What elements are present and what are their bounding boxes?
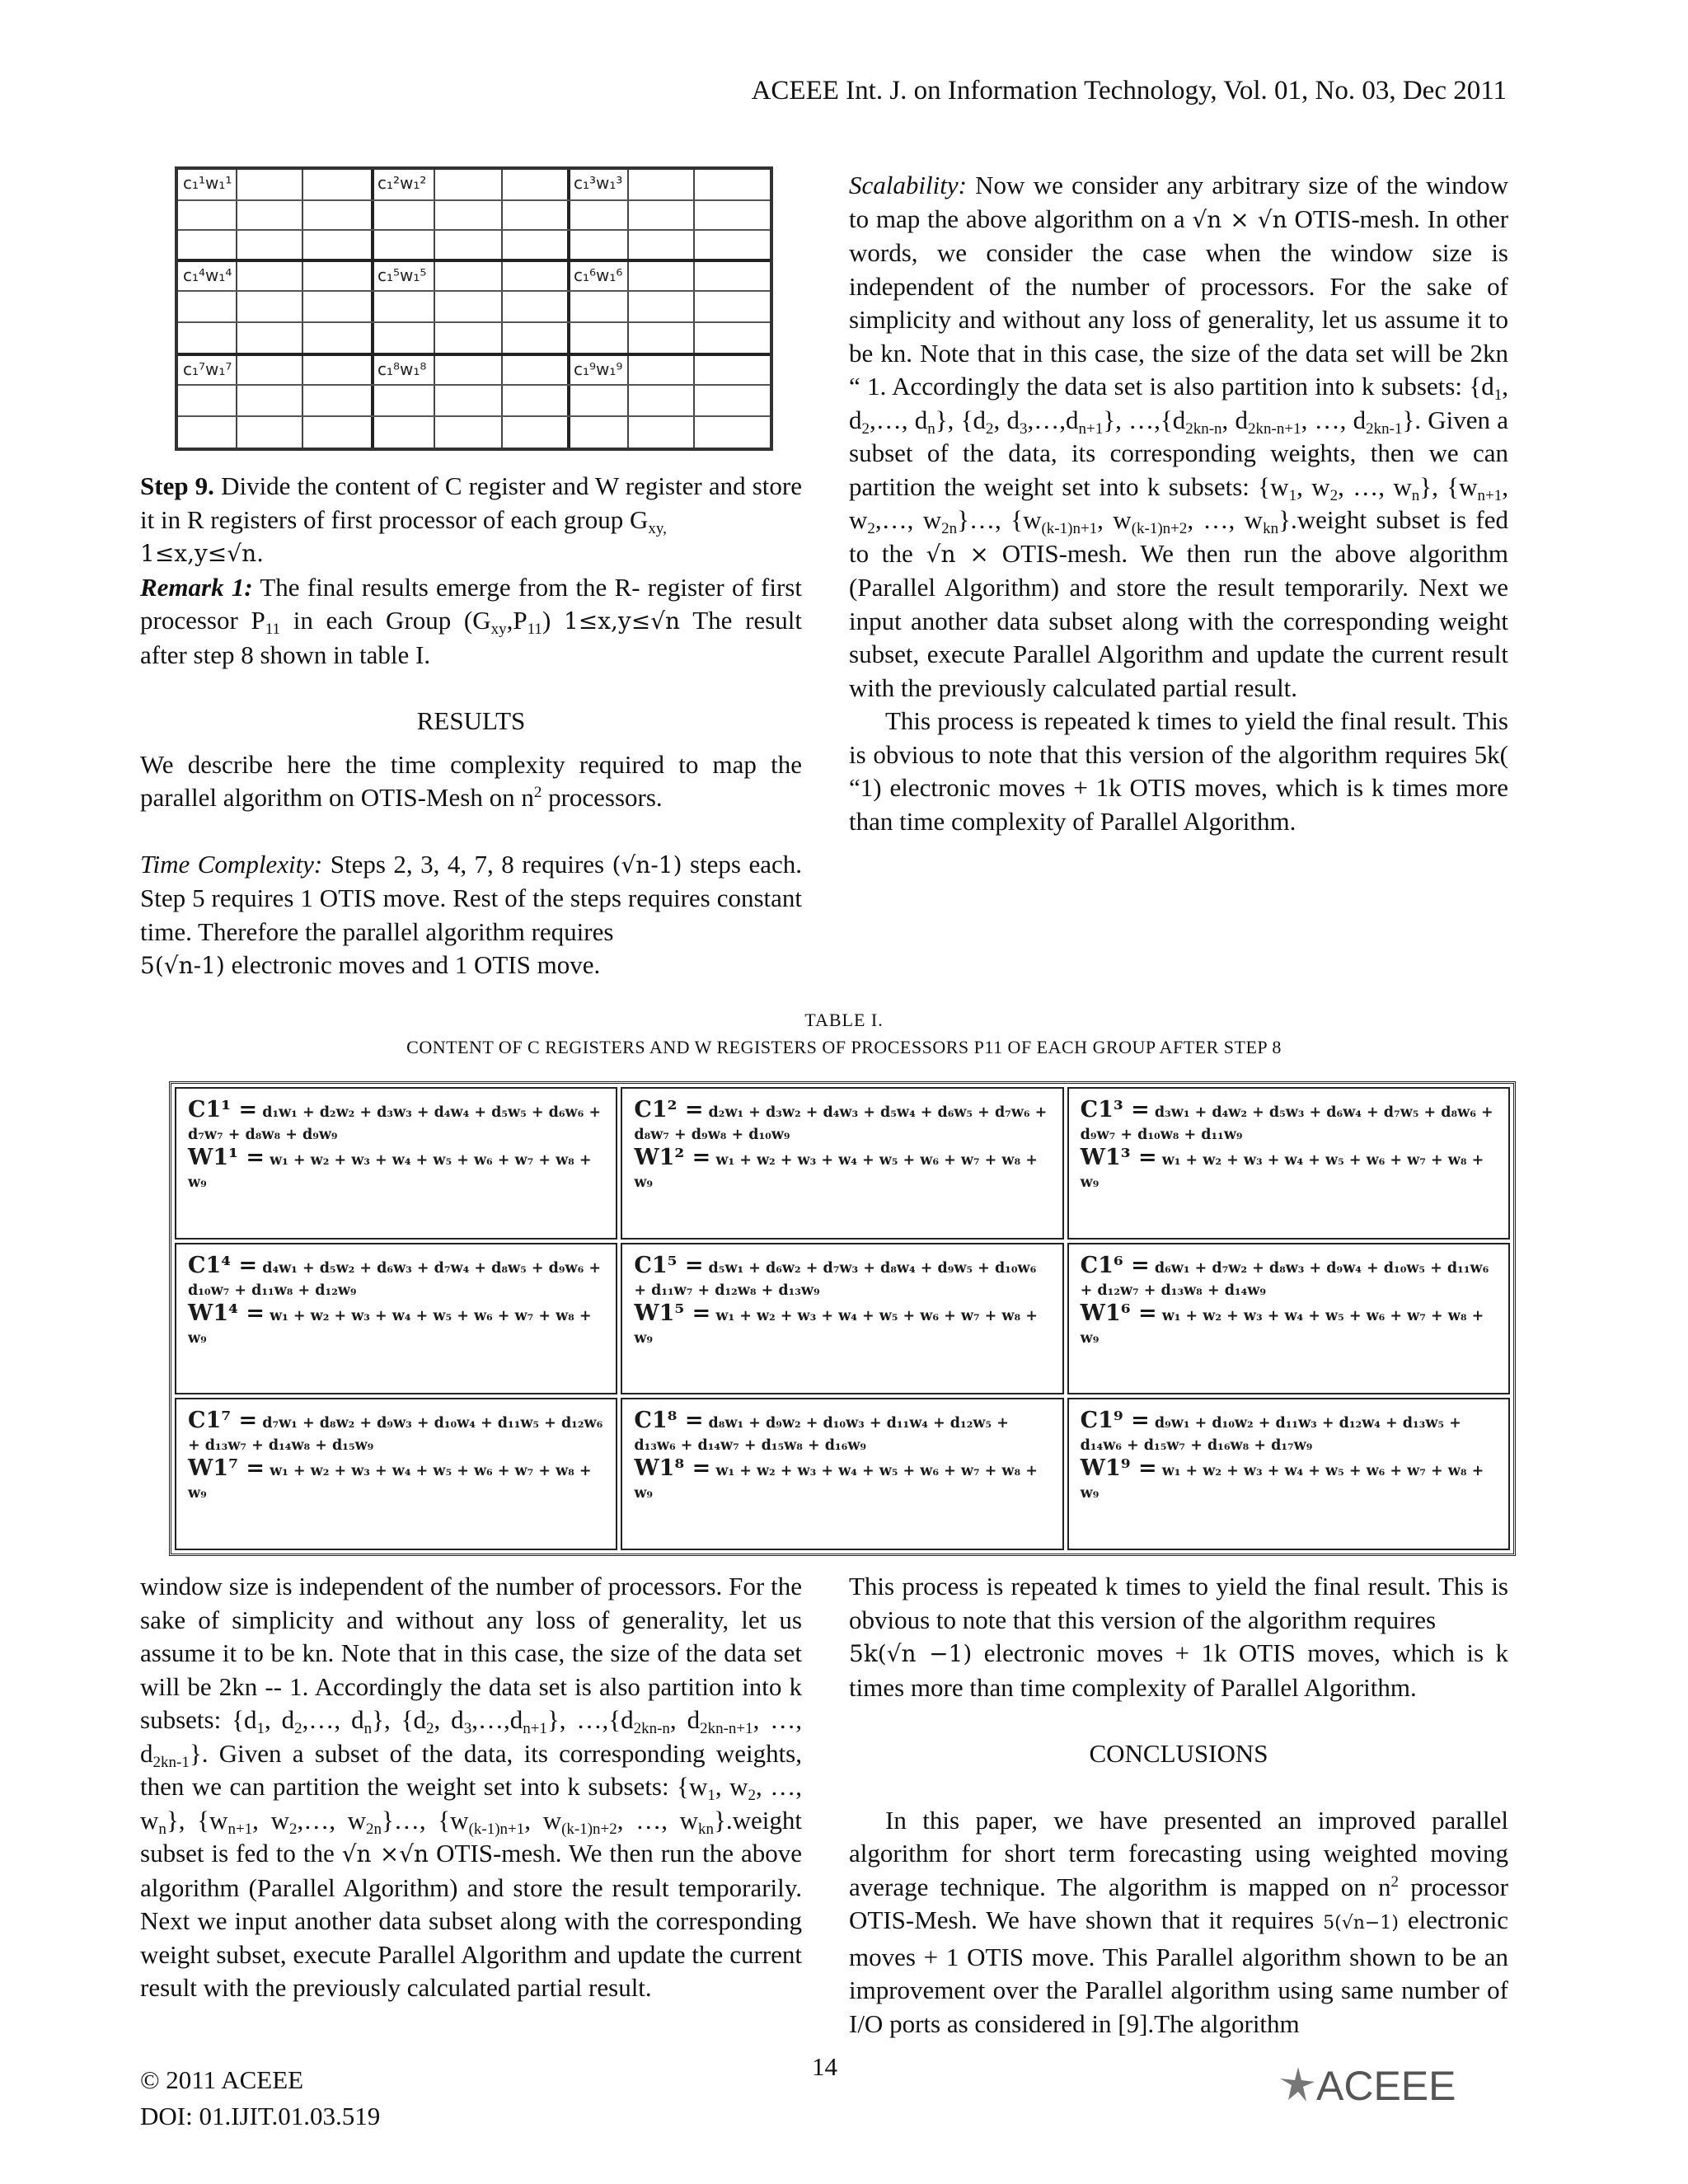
- subscript: 2: [288, 1820, 298, 1838]
- subscript: xy,: [648, 519, 667, 537]
- superscript: 2: [533, 784, 542, 801]
- w-register-label: W1⁸ =: [634, 1455, 711, 1482]
- register-grid-figure: [175, 166, 773, 451]
- subscript: n: [1411, 486, 1420, 504]
- c-register-label: C1⁶ =: [1080, 1252, 1150, 1278]
- step-9-paragraph: [140, 470, 802, 571]
- partition-text: ,…,d: [471, 1705, 523, 1734]
- rb-text: In this paper, we have presented an improved parallel algorithm for short term forecasting using weighted moving average technique. The algorithm is mapped on n: [849, 1805, 1508, 1901]
- partition-text: , d: [669, 1705, 701, 1734]
- subscript: (k-1)n+2: [1131, 520, 1188, 537]
- w-register-expr: w₁ + w₂ + w₃ + w₄ + w₅ + w₆ + w₇ + w₈ + w₉: [188, 1463, 592, 1502]
- c-register-label: C1⁴ =: [188, 1252, 258, 1278]
- grid-cell-label: c₁⁵w₁⁵: [377, 265, 427, 285]
- partition-text: }…, {w: [957, 505, 1042, 534]
- partition-text: , d: [1221, 405, 1249, 434]
- remark-text: The result after step 8 shown in table I.: [140, 606, 802, 669]
- subscript: 2: [426, 1720, 434, 1737]
- subscript: n+1: [1477, 486, 1503, 504]
- subscript: 2kn-n+1: [1248, 419, 1301, 438]
- table-cell: [175, 1087, 617, 1240]
- partition-text: , d: [264, 1705, 295, 1734]
- remark-text: ): [542, 606, 551, 635]
- partition-text: , d: [993, 405, 1020, 434]
- tc-math: 5(√n-1): [140, 952, 225, 979]
- subscript: 1: [707, 1787, 715, 1804]
- copyright: © 2011 ACEEE: [140, 2065, 304, 2094]
- tc-text: Steps 2, 3, 4, 7, 8 requires: [330, 849, 605, 879]
- subscript: xy: [490, 621, 507, 638]
- c-register-label: C1⁷ =: [188, 1408, 258, 1434]
- page-number: 14: [812, 2052, 837, 2081]
- partition-text: }. Given a subset of the data, its corresponding weights, then we can partition the weight set into k subsets: {w: [140, 1738, 802, 1801]
- logo-text: ACEEE: [1316, 2063, 1456, 2109]
- subscript: 2: [861, 419, 870, 438]
- c-register-expr: d₈w₁ + d₉w₂ + d₁₀w₃ + d₁₁w₄ + d₁₂w₅ + d₁₃w₆ + d₁₄w₇ + d₁₅w₈ + d₁₆w₉: [634, 1415, 1009, 1455]
- subscript: kn: [1263, 520, 1279, 537]
- results-paragraph: [140, 748, 802, 815]
- subscript: (k-1)n+1: [468, 1820, 525, 1838]
- scal-text: OTIS-mesh. In other words, we consider the case when the window size is independent of the number of processors. For the sake of simplicity and without any loss of generality, let us assume it to be kn. Note that in this case, the size of the data set will be 2kn “ 1. Accordingly the data set is also partition into k subsets: {d: [849, 204, 1509, 401]
- partition-text: }…, {w: [382, 1805, 469, 1835]
- table-cell: [175, 1398, 617, 1550]
- window-size-paragraph: [140, 1570, 802, 2005]
- subscript: 1: [1288, 486, 1297, 504]
- table-i: [169, 1081, 1516, 1556]
- partition-text: }, {d: [935, 405, 986, 434]
- partition-text: , …, w: [140, 1772, 803, 1835]
- c-register-expr: d₇w₁ + d₈w₂ + d₉w₃ + d₁₀w₄ + d₁₁w₅ + d₁₂w₆ + d₁₃w₇ + d₁₄w₈ + d₁₅w₉: [188, 1415, 603, 1455]
- c-register-expr: d₅w₁ + d₆w₂ + d₇w₃ + d₈w₄ + d₉w₅ + d₁₀w₆ + d₁₁w₇ + d₁₂w₈ + d₁₃w₉: [634, 1259, 1037, 1299]
- w-register-label: W1⁵ =: [634, 1300, 711, 1326]
- c-register-label: C1¹ =: [188, 1097, 258, 1122]
- c-register-expr: d₁w₁ + d₂w₂ + d₃w₃ + d₄w₄ + d₅w₅ + d₆w₆ + d₇w₇ + d₈w₈ + d₉w₉: [188, 1104, 601, 1143]
- c-register-expr: d₄w₁ + d₅w₂ + d₆w₃ + d₇w₄ + d₈w₅ + d₉w₆ + d₁₀w₇ + d₁₁w₈ + d₁₂w₉: [188, 1259, 601, 1299]
- partition-text: , w: [715, 1772, 748, 1801]
- w-register-label: W1² =: [634, 1145, 711, 1170]
- partition-text: }, …,{d: [1103, 405, 1186, 434]
- c-register-expr: d₉w₁ + d₁₀w₂ + d₁₁w₃ + d₁₂w₄ + d₁₃w₅ + d₁₄w₆ + d₁₅w₇ + d₁₆w₈ + d₁₇w₉: [1080, 1415, 1461, 1455]
- subscript: (k-1)n+2: [561, 1820, 617, 1838]
- right-column-top: [849, 169, 1508, 838]
- partition-text: , …, d: [1301, 405, 1367, 434]
- w-register-label: W1⁹ =: [1080, 1455, 1157, 1482]
- footer-left: [140, 2062, 380, 2135]
- partition-text: }.weight subset is fed to the: [140, 1805, 802, 1868]
- results-text: We describe here the time complexity required to map the parallel algorithm on OTIS-Mesh on n: [140, 749, 802, 812]
- partition-text: }, …,{d: [546, 1705, 634, 1734]
- step-9-label: Step 9.: [140, 471, 214, 500]
- time-complexity-label: Time Complexity:: [140, 849, 323, 879]
- table-cell: [1067, 1243, 1510, 1395]
- grid-cell-label: c₁¹w₁¹: [183, 173, 232, 193]
- partition-math: √n ×: [926, 540, 989, 568]
- conclusions-heading: CONCLUSIONS: [1089, 1739, 1268, 1768]
- partition-text: }, {d: [372, 1705, 427, 1734]
- partition-text: , …, w: [1338, 471, 1412, 501]
- table-title: TABLE I.: [804, 1010, 884, 1030]
- step-9-range: 1≤x,y≤√n.: [140, 540, 265, 567]
- rb-text: This process is repeated k times to yield the final result. This is obvious to note that this version of the algorithm requires: [849, 1572, 1508, 1634]
- right-column-bottom: [849, 1570, 1508, 2041]
- results-heading: RESULTS: [416, 706, 526, 735]
- repeat-paragraph-2: [849, 1570, 1508, 1704]
- tc-text: electronic moves and 1 OTIS move.: [231, 950, 601, 979]
- table-grid: [175, 1087, 1510, 1550]
- partition-text: , w: [524, 1805, 562, 1835]
- scalability-label: Scalability:: [849, 171, 967, 199]
- partition-text: OTIS-mesh. We then run the above algorithm (Parallel Algorithm) and store the result temporarily. Next we input another data subset along with the corresponding weight subset, execute Parallel Algorithm and update the current result with the previously calculated partial result.: [849, 538, 1509, 702]
- subscript: 2n: [366, 1820, 382, 1838]
- rb-text: electronic moves + 1 OTIS move. This Parallel algorithm shown to be an improvement over the Parallel algorithm using same number of I/O ports as considered in [9].The algorithm: [849, 1905, 1509, 2038]
- partition-text: , w: [1296, 471, 1330, 501]
- running-header: ACEEE Int. J. on Information Technology, Vol. 01, No. 03, Dec 2011: [751, 76, 1507, 105]
- c-register-expr: d₂w₁ + d₃w₂ + d₄w₃ + d₅w₄ + d₆w₅ + d₇w₆ + d₈w₇ + d₉w₈ + d₁₀w₉: [634, 1104, 1048, 1143]
- partition-text: , d: [434, 1705, 464, 1734]
- partition-math: √n ×√n: [341, 1840, 429, 1868]
- grid-cell-label: c₁⁶w₁⁶: [574, 265, 623, 285]
- left-column-bottom: [140, 1570, 802, 2005]
- grid-cell-label: c₁³w₁³: [574, 173, 623, 193]
- partition-text: }, {w: [1419, 471, 1478, 501]
- table-cell: [1067, 1087, 1510, 1240]
- partition-text: ,…, w: [297, 1805, 367, 1835]
- partition-text: , …, d: [140, 1705, 803, 1768]
- w-register-expr: w₁ + w₂ + w₃ + w₄ + w₅ + w₆ + w₇ + w₈ + w₉: [634, 1463, 1038, 1502]
- time-complexity-paragraph: [140, 848, 802, 983]
- partition-text: , d: [849, 372, 1508, 434]
- remark-range: 1≤x,y≤√n: [563, 607, 681, 635]
- c-register-expr: d₃w₁ + d₄w₂ + d₅w₃ + d₆w₄ + d₇w₅ + d₈w₆ + d₉w₇ + d₁₀w₈ + d₁₁w₉: [1080, 1104, 1493, 1143]
- w-register-expr: w₁ + w₂ + w₃ + w₄ + w₅ + w₆ + w₇ + w₈ + w₉: [634, 1307, 1038, 1347]
- w-register-expr: w₁ + w₂ + w₃ + w₄ + w₅ + w₆ + w₇ + w₈ + w₉: [188, 1307, 592, 1347]
- step-9-text: Divide the content of C register and W register and store it in R registers of first processor of each group G: [140, 471, 802, 534]
- partition-text: }. Given a subset of the data, its corresponding weights, then we can partition the weight set into k subsets: {w: [849, 405, 1509, 501]
- remark-text: The final results emerge from the R- register of first processor P: [140, 572, 802, 635]
- partition-text: ,…,d: [1027, 405, 1079, 434]
- c-register-label: C1⁸ =: [634, 1408, 704, 1434]
- table-cell: [1067, 1398, 1510, 1550]
- subscript: 11: [527, 621, 542, 638]
- grid-cell-label: c₁⁷w₁⁷: [183, 359, 232, 379]
- subscript: 2: [748, 1787, 757, 1804]
- tc-math: (√n-1): [612, 851, 682, 879]
- subscript: n+1: [523, 1720, 547, 1737]
- remark-text: in each Group (G: [293, 606, 491, 635]
- c-register-label: C1³ =: [1080, 1097, 1150, 1122]
- w-register-label: W1⁴ =: [188, 1300, 265, 1326]
- subscript: 1: [1493, 387, 1503, 404]
- subscript: 2: [867, 520, 875, 537]
- table-cell: [621, 1243, 1063, 1395]
- subscript: n: [158, 1820, 166, 1838]
- subscript: 3: [463, 1720, 472, 1737]
- grid-cell-label: c₁⁴w₁⁴: [183, 265, 232, 285]
- partition-text: , …, w: [617, 1805, 698, 1835]
- partition-text: , w: [849, 471, 1508, 534]
- partition-text: }, {w: [166, 1805, 228, 1835]
- rb-math: 5k(√n −1): [849, 1640, 973, 1667]
- subscript: 2n: [941, 520, 958, 537]
- partition-text: }.weight subset is fed to the: [849, 505, 1509, 568]
- rb-text: processor OTIS-Mesh. We have shown that it requires: [849, 1872, 1508, 1934]
- c-register-expr: d₆w₁ + d₇w₂ + d₈w₃ + d₉w₄ + d₁₀w₅ + d₁₁w₆ + d₁₂w₇ + d₁₃w₈ + d₁₄w₉: [1080, 1259, 1489, 1299]
- rb-text: electronic moves + 1k OTIS moves, which is k times more than time complexity of Parallel Algorithm.: [849, 1638, 1508, 1702]
- subscript: n+1: [1078, 419, 1104, 438]
- partition-text: , …, w: [1187, 505, 1264, 534]
- scal-math: √n × √n: [1192, 205, 1287, 233]
- w-register-label: W1⁷ =: [188, 1455, 265, 1482]
- doi: DOI: 01.IJIT.01.03.519: [140, 2102, 381, 2130]
- subscript: n: [927, 419, 935, 438]
- subscript: 2kn-n: [1185, 419, 1222, 438]
- partition-text: , w: [1097, 505, 1132, 534]
- superscript: 2: [1390, 1872, 1399, 1891]
- subscript: 2kn-n: [633, 1720, 670, 1737]
- table-cell: [621, 1398, 1063, 1550]
- lb-text: window size is independent of the number of processors. For the sake of simplicity and without any loss of generality, let us assume it to be kn. Note that in this case, the size of the data set will be 2kn -- 1. Accordingly the data set is also partition into k subsets: {d: [140, 1572, 802, 1734]
- c-register-label: C1² =: [634, 1097, 704, 1122]
- w-register-label: W1⁶ =: [1080, 1300, 1157, 1326]
- repeat-paragraph: This process is repeated k times to yield the final result. This is obvious to note that this version of the algorithm requires 5k( “1) electronic moves + 1k OTIS moves, which is k times more than time complexity of Parallel Algorithm.: [849, 706, 1508, 836]
- grid-cell-label: c₁²w₁²: [377, 173, 427, 193]
- tc-text: steps each. Step 5 requires 1 OTIS move. Rest of the steps requires constant time. Therefore the parallel algorithm requires: [140, 849, 802, 946]
- subscript: kn: [697, 1820, 714, 1838]
- left-column-top: [140, 470, 802, 983]
- subscript: 2kn-n+1: [700, 1720, 753, 1737]
- subscript: 2: [294, 1720, 302, 1737]
- subscript: (k-1)n+1: [1041, 520, 1098, 537]
- subscript: 2kn-1: [1366, 419, 1403, 438]
- w-register-expr: w₁ + w₂ + w₃ + w₄ + w₅ + w₆ + w₇ + w₈ + w₉: [634, 1152, 1038, 1191]
- conclusions-paragraph: [849, 1804, 1508, 2041]
- results-text: processors.: [548, 783, 663, 812]
- w-register-label: W1³ =: [1080, 1145, 1157, 1170]
- w-register-expr: w₁ + w₂ + w₃ + w₄ + w₅ + w₆ + w₇ + w₈ + w₉: [1080, 1307, 1484, 1347]
- partition-text: , w: [252, 1805, 289, 1835]
- c-register-label: C1⁵ =: [634, 1252, 704, 1278]
- table-cell: [621, 1087, 1063, 1240]
- subscript: 2: [1329, 486, 1339, 504]
- w-register-expr: w₁ + w₂ + w₃ + w₄ + w₅ + w₆ + w₇ + w₈ + w₉: [188, 1152, 592, 1191]
- w-register-label: W1¹ =: [188, 1145, 265, 1170]
- table-cell: [175, 1243, 617, 1395]
- subscript: 2: [986, 419, 994, 438]
- subscript: 1: [256, 1720, 265, 1737]
- subscript: 2kn-1: [152, 1753, 190, 1771]
- table-subtitle: CONTENT OF C REGISTERS AND W REGISTERS OF PROCESSORS P11 OF EACH GROUP AFTER STEP 8: [406, 1037, 1282, 1057]
- w-register-expr: w₁ + w₂ + w₃ + w₄ + w₅ + w₆ + w₇ + w₈ + w₉: [1080, 1152, 1484, 1191]
- scalability-paragraph: [849, 169, 1508, 705]
- subscript: n+1: [227, 1820, 253, 1838]
- partition-text: ,…, w: [874, 505, 942, 534]
- partition-text: OTIS-mesh. We then run the above algorithm (Parallel Algorithm) and store the result temporarily. Next we input another data subset along with the corresponding weight subset, execute Parallel Algorithm and update the current result with the previously calculated partial result.: [140, 1839, 802, 2002]
- c-register-label: C1⁹ =: [1080, 1408, 1150, 1434]
- subscript: 3: [1020, 419, 1028, 438]
- subscript: n: [363, 1720, 373, 1737]
- subscript: 11: [265, 621, 281, 638]
- w-register-expr: w₁ + w₂ + w₃ + w₄ + w₅ + w₆ + w₇ + w₈ + w₉: [1080, 1463, 1484, 1502]
- remark-text: ,P: [506, 606, 528, 635]
- partition-text: ,…, d: [302, 1705, 364, 1734]
- star-icon: [1280, 2067, 1315, 2102]
- scal-text: Now we consider any arbitrary size of the window to map the above algorithm on a: [849, 171, 1508, 233]
- remark-1-paragraph: [140, 571, 802, 673]
- rb-math: 5(√n−1): [1323, 1913, 1399, 1933]
- grid-cell-label: c₁⁹w₁⁹: [574, 359, 623, 379]
- remark-1-label: Remark 1:: [140, 572, 253, 602]
- grid-cell-label: c₁⁸w₁⁸: [377, 359, 427, 379]
- partition-text: ,…, d: [870, 405, 928, 434]
- aceee-logo: [1273, 2060, 1512, 2110]
